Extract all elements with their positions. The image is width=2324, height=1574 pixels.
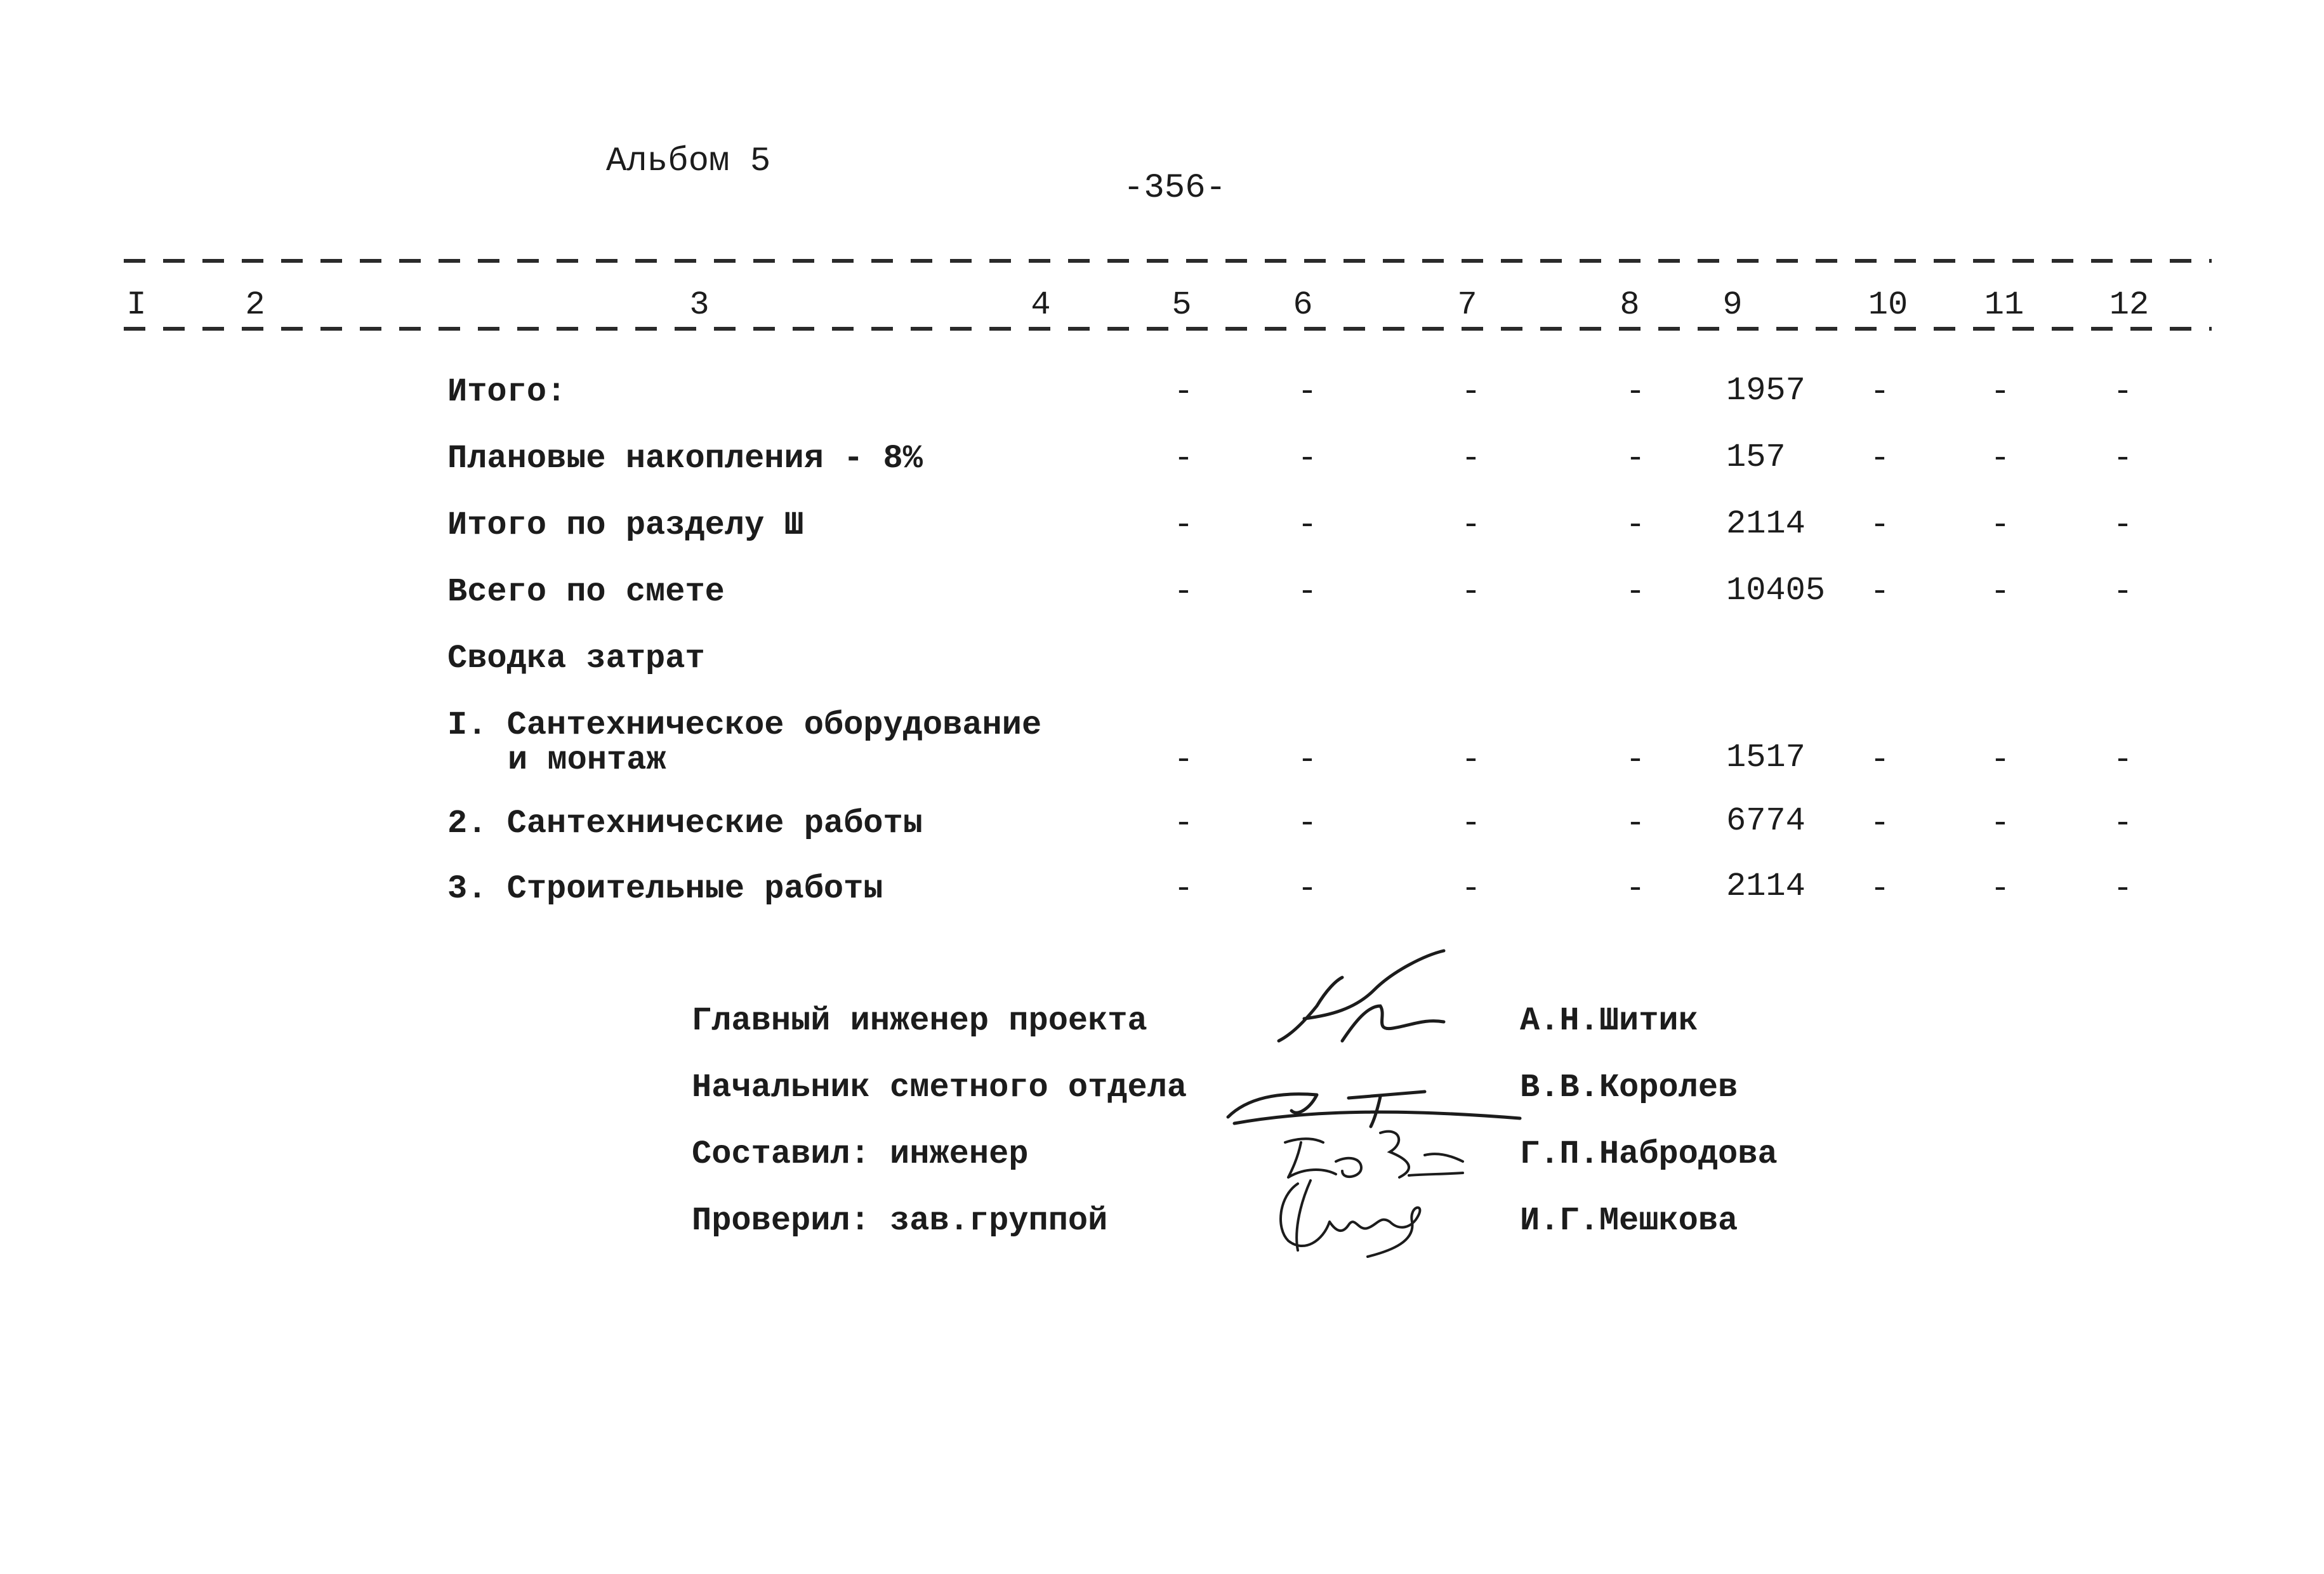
cell-c9: 2114 [1726, 868, 1806, 905]
section-heading: Сводка затрат [447, 640, 705, 677]
cell-c9: 6774 [1726, 802, 1806, 840]
col-header-3: 3 [689, 286, 710, 324]
col-header-6: 6 [1293, 286, 1313, 324]
cell-c5: - [1173, 741, 1194, 779]
cell-c10: - [1870, 805, 1890, 842]
cell-c6: - [1297, 373, 1317, 411]
signatory-name: Г.П.Набродова [1520, 1135, 1778, 1173]
cell-c8: - [1625, 373, 1646, 411]
col-header-1: I [126, 286, 147, 324]
signatory-name: В.В.Королев [1520, 1069, 1738, 1106]
cell-c8: - [1625, 870, 1646, 908]
row-label: 2. Сантехнические работы [447, 805, 923, 842]
cell-c5: - [1173, 870, 1194, 908]
cell-c12: - [2113, 805, 2133, 842]
cell-c12: - [2113, 573, 2133, 611]
cell-c9: 1517 [1726, 739, 1806, 776]
cell-c6: - [1297, 741, 1317, 779]
cell-c9: 1957 [1726, 372, 1806, 409]
table-header-rule [124, 327, 2212, 331]
col-header-2: 2 [245, 286, 265, 324]
cell-c12: - [2113, 870, 2133, 908]
cell-c6: - [1297, 870, 1317, 908]
cell-c7: - [1461, 741, 1481, 779]
cell-c12: - [2113, 741, 2133, 779]
row-label: 3. Строительные работы [447, 870, 883, 908]
cell-c6: - [1297, 805, 1317, 842]
table-top-rule [124, 259, 2212, 263]
row-label: I. Сантехническое оборудование [447, 706, 1042, 744]
row-label: Итого: [447, 373, 567, 411]
page-number: -356- [1123, 169, 1227, 208]
signatory-name: А.Н.Шитик [1520, 1002, 1698, 1040]
cell-c7: - [1461, 373, 1481, 411]
cell-c10: - [1870, 573, 1890, 611]
cell-c6: - [1297, 440, 1317, 477]
cell-c11: - [1990, 440, 2010, 477]
cell-c5: - [1173, 805, 1194, 842]
cell-c9: 10405 [1726, 572, 1826, 609]
cell-c11: - [1990, 573, 2010, 611]
cell-c11: - [1990, 870, 2010, 908]
cell-c5: - [1173, 573, 1194, 611]
cell-c12: - [2113, 506, 2133, 544]
row-label: Итого по разделу Ш [447, 506, 804, 544]
cell-c5: - [1173, 373, 1194, 411]
row-label: Плановые накопления - 8% [447, 440, 923, 477]
cell-c10: - [1870, 870, 1890, 908]
cell-c8: - [1625, 506, 1646, 544]
cell-c7: - [1461, 870, 1481, 908]
signatory-role: Составил: инженер [692, 1135, 1029, 1173]
cell-c9: 157 [1726, 439, 1786, 476]
col-header-7: 7 [1457, 286, 1477, 324]
row-label: Всего по смете [447, 573, 725, 611]
signature-mark-4 [1272, 1171, 1437, 1260]
col-header-5: 5 [1172, 286, 1192, 324]
col-header-4: 4 [1031, 286, 1051, 324]
album-label: Альбом 5 [606, 142, 771, 181]
col-header-12: 12 [2109, 286, 2149, 324]
cell-c10: - [1870, 506, 1890, 544]
col-header-10: 10 [1868, 286, 1908, 324]
col-header-9: 9 [1722, 286, 1743, 324]
col-header-8: 8 [1620, 286, 1640, 324]
cell-c8: - [1625, 573, 1646, 611]
cell-c12: - [2113, 373, 2133, 411]
cell-c12: - [2113, 440, 2133, 477]
cell-c7: - [1461, 805, 1481, 842]
col-header-11: 11 [1984, 286, 2024, 324]
cell-c10: - [1870, 440, 1890, 477]
cell-c5: - [1173, 506, 1194, 544]
cell-c6: - [1297, 506, 1317, 544]
cell-c7: - [1461, 440, 1481, 477]
cell-c11: - [1990, 805, 2010, 842]
cell-c10: - [1870, 373, 1890, 411]
cell-c8: - [1625, 440, 1646, 477]
cell-c11: - [1990, 373, 2010, 411]
cell-c10: - [1870, 741, 1890, 779]
signatory-role: Начальник сметного отдела [692, 1069, 1187, 1106]
cell-c7: - [1461, 506, 1481, 544]
cell-c8: - [1625, 805, 1646, 842]
signatory-name: И.Г.Мешкова [1520, 1202, 1738, 1240]
cell-c9: 2114 [1726, 505, 1806, 543]
cell-c8: - [1625, 741, 1646, 779]
signature-mark-1 [1266, 946, 1469, 1060]
cell-c5: - [1173, 440, 1194, 477]
row-label-continuation: и монтаж [508, 741, 666, 779]
signatory-role: Главный инженер проекта [692, 1002, 1147, 1040]
cell-c6: - [1297, 573, 1317, 611]
cell-c11: - [1990, 741, 2010, 779]
cell-c7: - [1461, 573, 1481, 611]
signatory-role: Проверил: зав.группой [692, 1202, 1108, 1240]
cell-c11: - [1990, 506, 2010, 544]
